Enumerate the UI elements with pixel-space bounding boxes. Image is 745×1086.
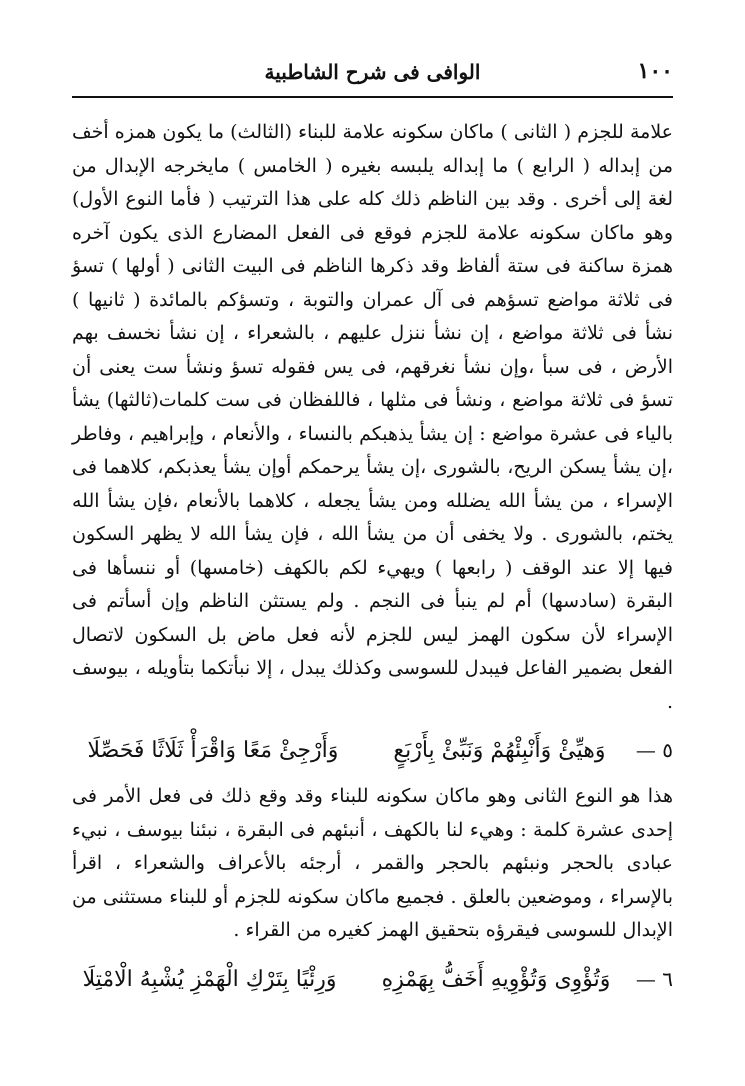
verse-number: ٦ — [635,966,673,991]
verse-number: ٥ — [635,738,673,762]
verse-second-hemistich: وَأَرْجِئْ مَعًا وَاقْرَأْ ثَلَاثًا فَحَصِّلَا [87,738,339,763]
verse-first-hemistich: وَهيِّئْ وَأَنْبِئْهُمْ وَنَبِّئْ بِأَرْبَعٍ [393,738,606,763]
verse-line-5 [72,733,673,768]
verse-line-6 [72,962,673,997]
commentary-paragraph-2: هذا هو النوع الثانى وهو ماكان سكونه للبناء وقد وقع ذلك فى فعل الأمر فى إحدى عشرة كلمة : وهيء لنا بالكهف ، أنبئهم فى البقرة ، نبئنا بيوسف ، نبيء عبادى بالحجر ونبئهم بالحجر والقمر ، أرجئه بالأعراف والشعراء ، اقرأ بالإسراء ، وموضعين بالعلق . فجميع ماكان سكونه للجزم أو للبناء مستثنى من الإبدال للسوسى فيقرؤه بتحقيق الهمز كغيره من القراء . [72,785,673,941]
page-number: ١٠٠ [637,58,673,84]
running-title: الوافى فى شرح الشاطبية [264,60,481,84]
page-header [72,56,673,98]
verse-second-hemistich: وَرِئْيًا بِتَرْكِ الْهَمْزِ يُشْبِهُ الْامْتِلَا [82,966,337,992]
verse-first-hemistich: وَتُؤْوِى وَتُؤْوِيهِ أَخَفُّ بِهَمْزِهِ [381,966,611,992]
commentary-paragraph-1: علامة للجزم ( الثانى ) ماكان سكونه علامة للبناء (الثالث) ما يكون همزه أخف من إبداله ( الرابع ) ما إبداله يلبسه بغيره ( الخامس ) مايخرجه الإبدال من لغة إلى أخرى . وقد بين الناظم ذلك كله على هذا الترتيب ( فأما النوع الأول) وهو ماكان سكونه علامة للجزم فوقع فى الفعل المضارع الذى يكون آخره همزة ساكنة فى ستة ألفاظ وقد ذكرها الناظم فى البيت الثانى ( أولها ) تسؤ فى ثلاثة مواضع تسؤهم فى آل عمران والتوبة ، وتسؤكم بالمائدة ( ثانيها ) نشأ فى ثلاثة مواضع ، إن نشأ ننزل عليهم ، بالشعراء ، إن نشأ نخسف بهم الأرض ، فى سبأ ،وإن نشأ نغرقهم، فى يس فقوله تسؤ ونشأ ست يعنى أن تسؤ فى ثلاثة مواضع ، ونشأ فى مثلها ، فاللفظان فى ست كلمات(ثالثها) يشأ بالياء فى عشرة مواضع : إن يشأ يذهبكم بالنساء ، والأنعام ، وإبراهيم ، وفاطر ،إن يشأ يسكن الريح، بالشورى ،إن يشأ يرحمكم أوإن يشأ يعذبكم، كلاهما فى الإسراء ، من يشأ الله يضلله ومن يشأ يجعله ، كلاهما بالأنعام ،فإن يشأ الله يختم، بالشورى . ولا يخفى أن من يشأ الله ، فإن يشأ الله لا يظهر السكون فيها إلا عند الوقف ( رابعها ) ويهيء لكم بالكهف (خامسها) أو ننسأها فى البقرة (سادسها) أم لم ينبأ فى النجم . ولم يستثن الناظم وإن أسأتم فى الإسراء لأن سكون الهمز ليس للجزم لأنه فعل ماض بل السكون لاتصال الفعل بضمير الفاعل فيبدل للسوسى وكذلك يبدل ، إلا نبأتكما بتأويله ، بيوسف . [72,121,673,713]
